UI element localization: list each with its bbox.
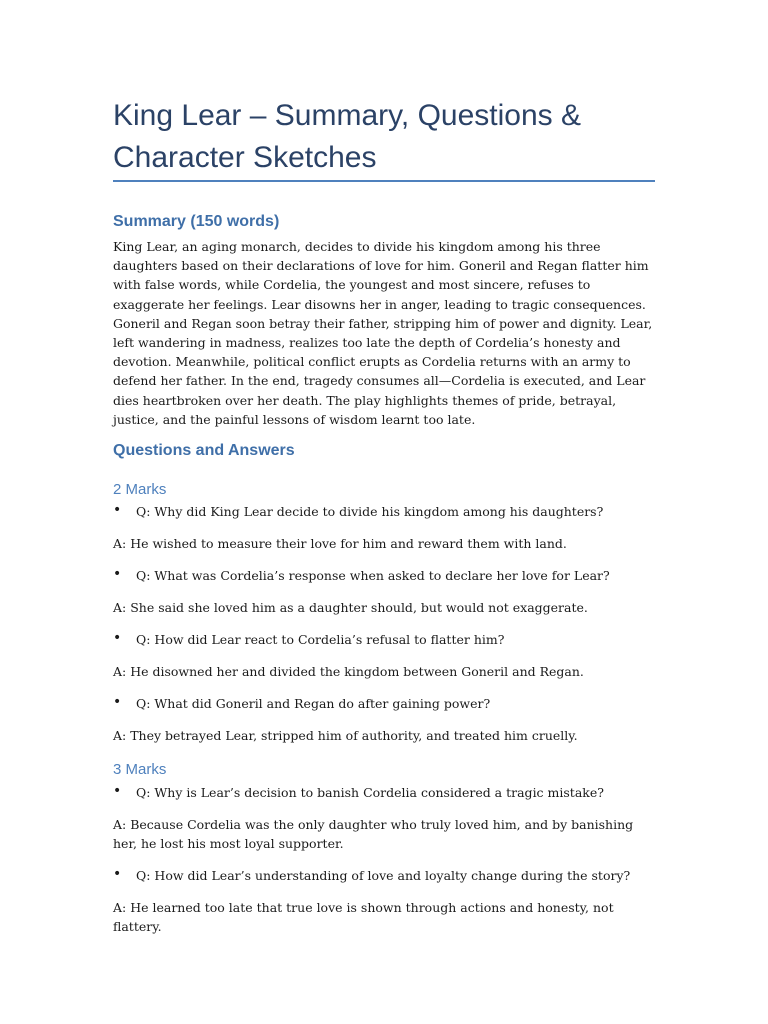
- answer-text: A: He wished to measure their love for him and reward them with land.: [113, 536, 567, 551]
- question-text: Q: What did Goneril and Regan do after gaining power?: [136, 696, 491, 711]
- bullet-icon: •: [113, 866, 122, 882]
- bullet-icon: •: [113, 783, 122, 799]
- title-underline: [113, 180, 655, 182]
- question-text: Q: What was Cordelia’s response when asked to declare her love for Lear?: [136, 568, 610, 583]
- bullet-icon: •: [113, 694, 122, 710]
- document-title: King Lear – Summary, Questions & Character Sketches: [113, 99, 581, 174]
- answer-text: A: They betrayed Lear, stripped him of authority, and treated him cruelly.: [113, 728, 578, 743]
- answer-text: A: Because Cordelia was the only daughter who truly loved him, and by banishing her, he lost his most loyal supporter.: [113, 817, 634, 851]
- bullet-icon: •: [113, 566, 122, 582]
- summary-paragraph: King Lear, an aging monarch, decides to divide his kingdom among his three daughters based on their declarations of love for him. Goneril and Regan flatter him with false words, while Cordelia, the youngest and most sincere, refuses to exaggerate her feelings. Lear disowns her in anger, leading to tragic consequences. Goneril and Regan soon betray their father, stripping him of power and dignity. Lear, left wandering in madness, realizes too late the depth of Cordelia’s honesty and devotion. Meanwhile, political conflict erupts as Cordelia returns with an army to defend her father. In the end, tragedy consumes all—Cordelia is executed, and Lear dies heartbroken over her death. The play highlights themes of pride, betrayal, justice, and the painful lessons of wisdom learnt too late.: [113, 239, 653, 427]
- answer-text: A: He learned too late that true love is shown through actions and honesty, not flattery.: [113, 900, 614, 934]
- question-text: Q: How did Lear’s understanding of love and loyalty change during the story?: [136, 868, 631, 883]
- question-text: Q: Why did King Lear decide to divide his kingdom among his daughters?: [136, 504, 604, 519]
- question-text: Q: How did Lear react to Cordelia’s refusal to flatter him?: [136, 632, 505, 647]
- qa-heading: Questions and Answers: [113, 442, 295, 459]
- two-marks-heading: 2 Marks: [113, 481, 167, 498]
- bullet-icon: •: [113, 502, 122, 518]
- answer-text: A: He disowned her and divided the kingdom between Goneril and Regan.: [113, 664, 584, 679]
- three-marks-heading: 3 Marks: [113, 761, 167, 778]
- answer-text: A: She said she loved him as a daughter should, but would not exaggerate.: [113, 600, 588, 615]
- summary-heading: Summary (150 words): [113, 213, 280, 230]
- bullet-icon: •: [113, 630, 122, 646]
- question-text: Q: Why is Lear’s decision to banish Cordelia considered a tragic mistake?: [136, 785, 604, 800]
